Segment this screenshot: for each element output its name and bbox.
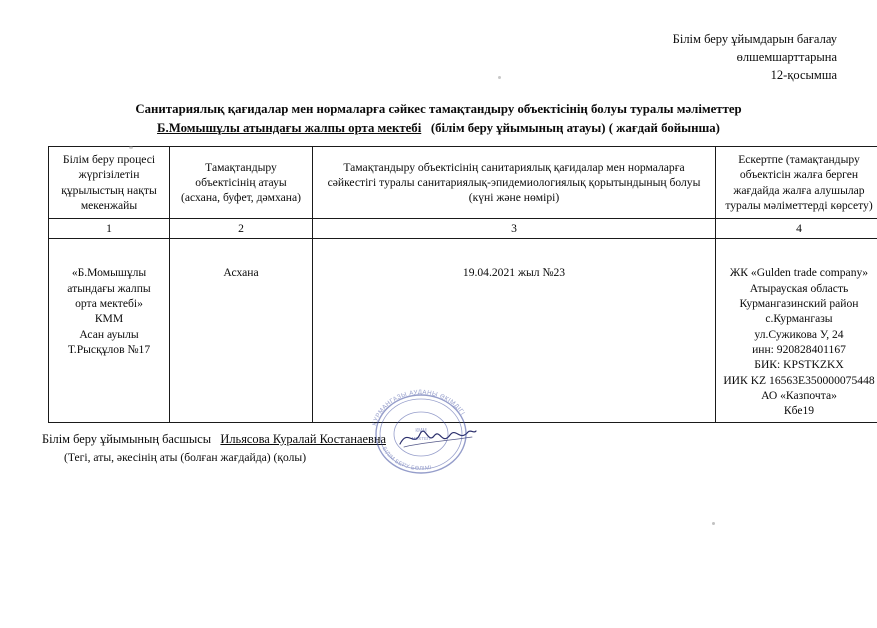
svg-text:МЕКТЕП: МЕКТЕП <box>411 436 431 441</box>
food-facility-table <box>48 146 877 423</box>
note-line: БИК: KPSTKZKX <box>754 358 844 372</box>
note-line: ул.Сужикова У, 24 <box>754 327 844 341</box>
page-title <box>0 100 877 138</box>
signature-line <box>42 430 386 449</box>
address-line: Асан ауылы <box>79 327 139 341</box>
document-header <box>673 30 837 84</box>
signature-caption: (Тегі, аты, әкесінің аты (болған жағдайда) (қолы) <box>64 450 307 464</box>
svg-text:БІЛІМ БЕРУ БӨЛІМІ: БІЛІМ БЕРУ БӨЛІМІ <box>380 446 433 473</box>
signatory-name: Ильясова Куралай Костанаевна <box>220 432 386 446</box>
address-line: Т.Рысқұлов №17 <box>67 342 151 356</box>
conclusion-date-number: 19.04.2021 жыл №23 <box>462 266 566 280</box>
note-line: Курмангазинский район <box>739 297 859 311</box>
table-cell-address <box>49 239 170 423</box>
table-cell-note <box>716 239 877 423</box>
table-row <box>49 239 877 423</box>
header-line-1: Білім беру ұйымдарын бағалау <box>672 32 837 46</box>
svg-text:КММ: КММ <box>415 428 427 434</box>
title-line-1: Санитариялық қағидалар мен нормаларға сәйкес тамақтандыру объектісінің болуы туралы мәліметтер <box>135 102 742 116</box>
table-header-row <box>49 147 877 219</box>
table-header-cell-3: Тамақтандыру объектісінің санитариялық қағидалар мен нормаларға сәйкестігі туралы санитариялық-эпидемиологиялық қорытындының болуы (күні және нөмірі) <box>313 147 716 219</box>
table-cell-facility-name <box>170 239 313 423</box>
note-line: Атырауская область <box>749 281 849 295</box>
table-number-cell-2: 2 <box>170 219 313 239</box>
address-line: атындағы жалпы <box>67 281 151 295</box>
signature-label: Білім беру ұйымының басшысы <box>42 432 212 446</box>
header-line-3: 12-қосымша <box>770 68 837 83</box>
title-line-2-note: (білім беру ұйымының атауы) ( жағдай бойынша) <box>430 121 720 136</box>
address-line: КММ <box>94 312 124 326</box>
table-number-row <box>49 219 877 239</box>
table-header-cell-2: Тамақтандыру объектісінің атауы (асхана, буфет, дәмхана) <box>170 147 313 219</box>
table-number-cell-4: 4 <box>716 219 877 239</box>
svg-text:КУРМАНГАЗЫ АУДАНЫ ӘКІМДІГІ: КУРМАНГАЗЫ АУДАНЫ ӘКІМДІГІ <box>371 388 467 427</box>
facility-name: Асхана <box>223 266 259 280</box>
title-line-2 <box>0 119 877 138</box>
note-line: с.Курмангазы <box>765 312 833 326</box>
handwritten-signature-icon <box>398 424 478 450</box>
note-line: Кбе19 <box>783 404 815 418</box>
address-line: орта мектебі» <box>75 297 143 311</box>
signature-block <box>42 430 386 466</box>
note-line: ИИК KZ 16563E350000075448 <box>723 373 875 387</box>
table-header-cell-4: Ескертпе (тамақтандыру объектісін жалға берген жағдайда жалға алушылар туралы мәліметтерді көрсету) <box>716 147 877 219</box>
note-line: инн: 920828401167 <box>752 342 846 356</box>
table-number-cell-1: 1 <box>49 219 170 239</box>
organization-name: Б.Момышұлы атындағы жалпы орта мектебі <box>157 121 422 136</box>
paper-speck <box>712 522 715 525</box>
note-line: ЖК «Gulden trade company» <box>729 266 869 280</box>
table-header-cell-1: Білім беру процесі жүргізілетін құрылыстың нақты мекенжайы <box>49 147 170 219</box>
note-line: АО «Казпочта» <box>761 388 837 402</box>
header-line-2: өлшемшарттарына <box>736 50 837 65</box>
table-number-cell-3: 3 <box>313 219 716 239</box>
table-cell-conclusion <box>313 239 716 423</box>
address-line: «Б.Момышұлы <box>71 266 147 280</box>
paper-speck <box>129 146 133 149</box>
paper-speck <box>498 76 501 79</box>
